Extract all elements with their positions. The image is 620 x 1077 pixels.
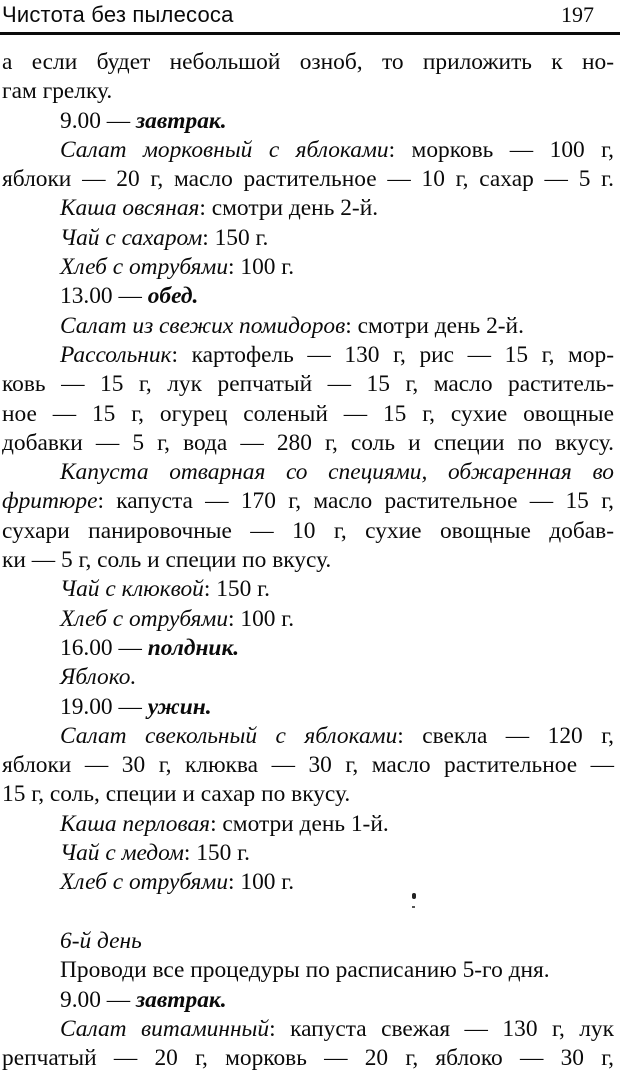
dish-name: Каша овсяная [60,195,200,222]
dish-recipe: : 150 г. [183,840,250,867]
dish-name: Салат морковный с яблоками [60,136,389,163]
text-line: добавки — 5 г, вода — 280 г, соль и специи по вкусу. [2,429,614,456]
dish-name: Хлеб с отрубями [60,605,229,632]
day-heading: 6-й день [60,927,142,954]
meal-name: полдник. [147,634,240,661]
text-line: сухари панировочные — 10 г, сухие овощные добав- [2,517,614,544]
ink-speck [412,906,415,908]
meal-name: ужин. [147,693,212,720]
dish-name: Чай с клюквой [60,576,204,603]
dish-line [2,722,614,751]
dish-name: фритюре [2,488,98,515]
meal-time: 9.00 — [60,986,137,1013]
text-line: репчатый — 20 г, морковь — 20 г, яблоко — 30 г, [2,1045,614,1072]
dish-recipe: : 150 г. [202,224,269,251]
dish-name-line: Капуста отварная со специями, обжаренная во [60,459,614,486]
meal-name: завтрак. [136,986,227,1013]
body-text [2,48,614,1073]
text-line: яблоки — 30 г, клюква — 30 г, масло растительное — [2,752,614,779]
dish-name: Чай с медом [60,840,184,867]
dish-recipe: : 100 г. [228,254,295,281]
dish-recipe: : свекла — 120 г, [397,722,614,749]
dish-line [2,839,614,868]
dish-line [2,487,614,516]
dish-line [2,194,614,223]
meal-time-line [2,986,614,1015]
dish-recipe: : картофель — 130 г, рис — 15 г, мор- [171,341,614,368]
dish-line [2,341,614,370]
text-line: 15 г, соль, специи и сахар по вкусу. [2,781,351,808]
text-line: гам грелку. [2,78,113,105]
dish-line [2,312,614,341]
text-line: яблоки — 20 г, масло растительное — 10 г, сахар — 5 г. [2,166,614,193]
meal-name: завтрак. [136,107,227,134]
ink-speck [412,893,416,899]
meal-time: 9.00 — [60,107,137,134]
text-line: ковь — 15 г, лук репчатый — 15 г, масло раститель- [2,371,614,398]
text-line: ное — 15 г, огурец соленый — 15 г, сухие овощные [2,400,614,427]
meal-name: обед. [147,283,199,310]
meal-time-line [2,107,614,136]
dish-recipe: : морковь — 100 г, [388,136,614,163]
dish-name: Салат свекольный с яблоками [60,722,398,749]
text-line: а если будет небольшой озноб, то приложить к но- [2,49,614,75]
dish-recipe: : 150 г. [203,576,270,603]
page-header [0,0,620,34]
dish-recipe: : 100 г. [228,605,295,632]
dish-name: Салат витаминный [60,1015,270,1042]
dish-line [2,1015,614,1044]
dish-recipe: : смотри день 1-й. [210,810,389,837]
dish-recipe: : 100 г. [228,869,295,896]
dish-recipe: : смотри день 2-й. [345,312,524,339]
meal-time: 16.00 — [60,634,148,661]
dish-recipe: : капуста свежая — 130 г, лук [269,1015,614,1042]
meal-time-line [2,282,614,311]
dish-name: Чай с сахаром [60,224,203,251]
text-line: ки — 5 г, соль и специи по вкусу. [2,547,332,574]
dish-name: Рассольник [60,341,172,368]
dish-recipe: : смотри день 2-й. [199,195,379,222]
dish-line [2,868,614,897]
paragraph-gap [2,898,614,927]
dish-line [2,253,614,282]
meal-time-line [2,693,614,722]
running-title: Чистота без пылесоса [2,2,234,27]
dish-line [2,810,614,839]
dish-line [2,224,614,253]
dish-name-line: Яблоко. [60,664,137,691]
dish-name: Каша перловая [60,810,211,837]
meal-time: 13.00 — [60,283,148,310]
dish-line [2,605,614,634]
page-number: 197 [561,2,594,27]
header-rule [0,32,620,35]
meal-time: 19.00 — [60,693,148,720]
text-line: Проводи все процедуры по расписанию 5-го дня. [60,957,550,984]
dish-line [2,575,614,604]
dish-name: Хлеб с отрубями [60,254,229,281]
dish-line [2,136,614,165]
dish-name: Хлеб с отрубями [60,869,229,896]
dish-name: Салат из свежих помидоров [60,312,346,339]
dish-recipe: : капуста — 170 г, масло растительное — 15 г, [97,488,614,515]
meal-time-line [2,634,614,663]
